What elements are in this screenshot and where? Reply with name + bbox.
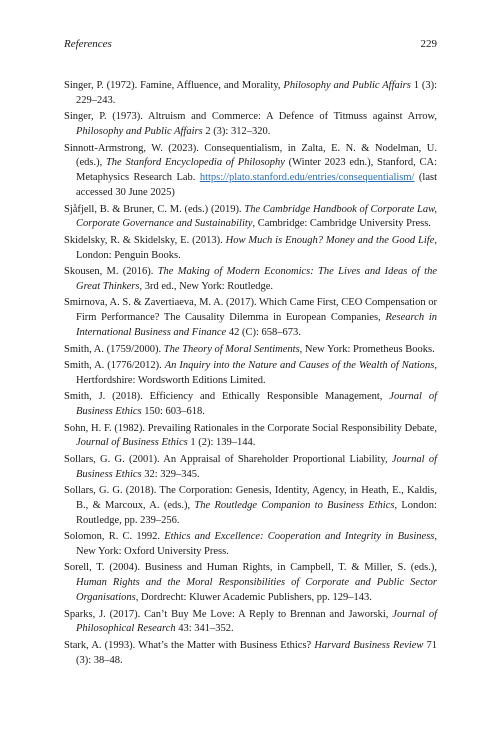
- reference-link[interactable]: https://plato.stanford.edu/entries/consequentialism/: [199, 172, 415, 184]
- reference-entry: Sinnott-Armstrong, W. (2023). Consequentialism, in Zalta, E. N. & Nodelman, U. (eds.), The Stanford Encyclopedia of Philosophy (Winter 2023 edn.), Stanford, CA: Metaphysics Research Lab. https://plato.stanford.edu/entries/consequentialism/ (last accessed 30 June 2025): [64, 142, 437, 199]
- reference-entry: Solomon, R. C. 1992. Ethics and Excellence: Cooperation and Integrity in Business, New York: Oxford University Press.: [64, 531, 437, 558]
- reference-entry: Smith, J. (2018). Efficiency and Ethically Responsible Management, Journal of Business Ethics 150: 603–618.: [64, 391, 437, 418]
- reference-entry: Sjåfjell, B. & Bruner, C. M. (eds.) (2019). The Cambridge Handbook of Corporate Law, Corporate Governance and Sustainability, Cambridge: Cambridge University Press.: [64, 203, 437, 230]
- reference-entry: Skousen, M. (2016). The Making of Modern Economics: The Lives and Ideas of the Great Thinkers, 3rd ed., New York: Routledge.: [64, 266, 437, 292]
- reference-entry: Sparks, J. (2017). Can’t Buy Me Love: A Reply to Brennan and Jaworski, Journal of Philosophical Research 43: 341–352.: [64, 608, 437, 635]
- running-head: References: [64, 38, 112, 50]
- reference-entry: Smith, A. (1776/2012). An Inquiry into the Nature and Causes of the Wealth of Nations, Hertfordshire: Wordsworth Editions Limited.: [64, 359, 437, 386]
- page-header: [64, 38, 437, 54]
- reference-entry: Stark, A. (1993). What’s the Matter with Business Ethics? Harvard Business Review 71 (3): 38–48.: [64, 639, 438, 666]
- page-number: 229: [420, 38, 437, 50]
- reference-entry: Sollars, G. G. (2001). An Appraisal of Shareholder Proportional Liability, Journal of Business Ethics 32: 329–345.: [64, 453, 437, 480]
- reference-list: [64, 79, 437, 670]
- reference-entry: Sollars, G. G. (2018). The Corporation: Genesis, Identity, Agency, in Heath, E., Kaldis, B., & Marcoux, A. (eds.), The Routledge Companion to Business Ethics, London: Routledge, pp. 239–256.: [64, 485, 437, 526]
- reference-entry: Skidelsky, R. & Skidelsky, E. (2013). How Much is Enough? Money and the Good Life, London: Penguin Books.: [64, 234, 437, 261]
- reference-entry: Smith, A. (1759/2000). The Theory of Moral Sentiments, New York: Prometheus Books.: [64, 343, 435, 355]
- reference-entry: Singer, P. (1973). Altruism and Commerce: A Defence of Titmuss against Arrow, Philosophy and Public Affairs 2 (3): 312–320.: [64, 111, 437, 138]
- reference-entry: Smirnova, A. S. & Zavertiaeva, M. A. (2017). Which Came First, CEO Compensation or Firm Performance? The Causality Dilemma in European Companies, Research in International Business and Finance 42 (C): 658–673.: [64, 297, 437, 339]
- reference-entry: Sohn, H. F. (1982). Prevailing Rationales in the Corporate Social Responsibility Debate, Journal of Business Ethics 1 (2): 139–144.: [64, 422, 437, 449]
- reference-entry: Sorell, T. (2004). Business and Human Rights, in Campbell, T. & Miller, S. (eds.), Human Rights and the Moral Responsibilities of Corporate and Public Sector Organisations, Dordrecht: Kluwer Academic Publishers, pp. 129–143.: [64, 562, 437, 604]
- reference-entry: Singer, P. (1972). Famine, Affluence, and Morality, Philosophy and Public Affairs 1 (3): 229–243.: [64, 80, 437, 106]
